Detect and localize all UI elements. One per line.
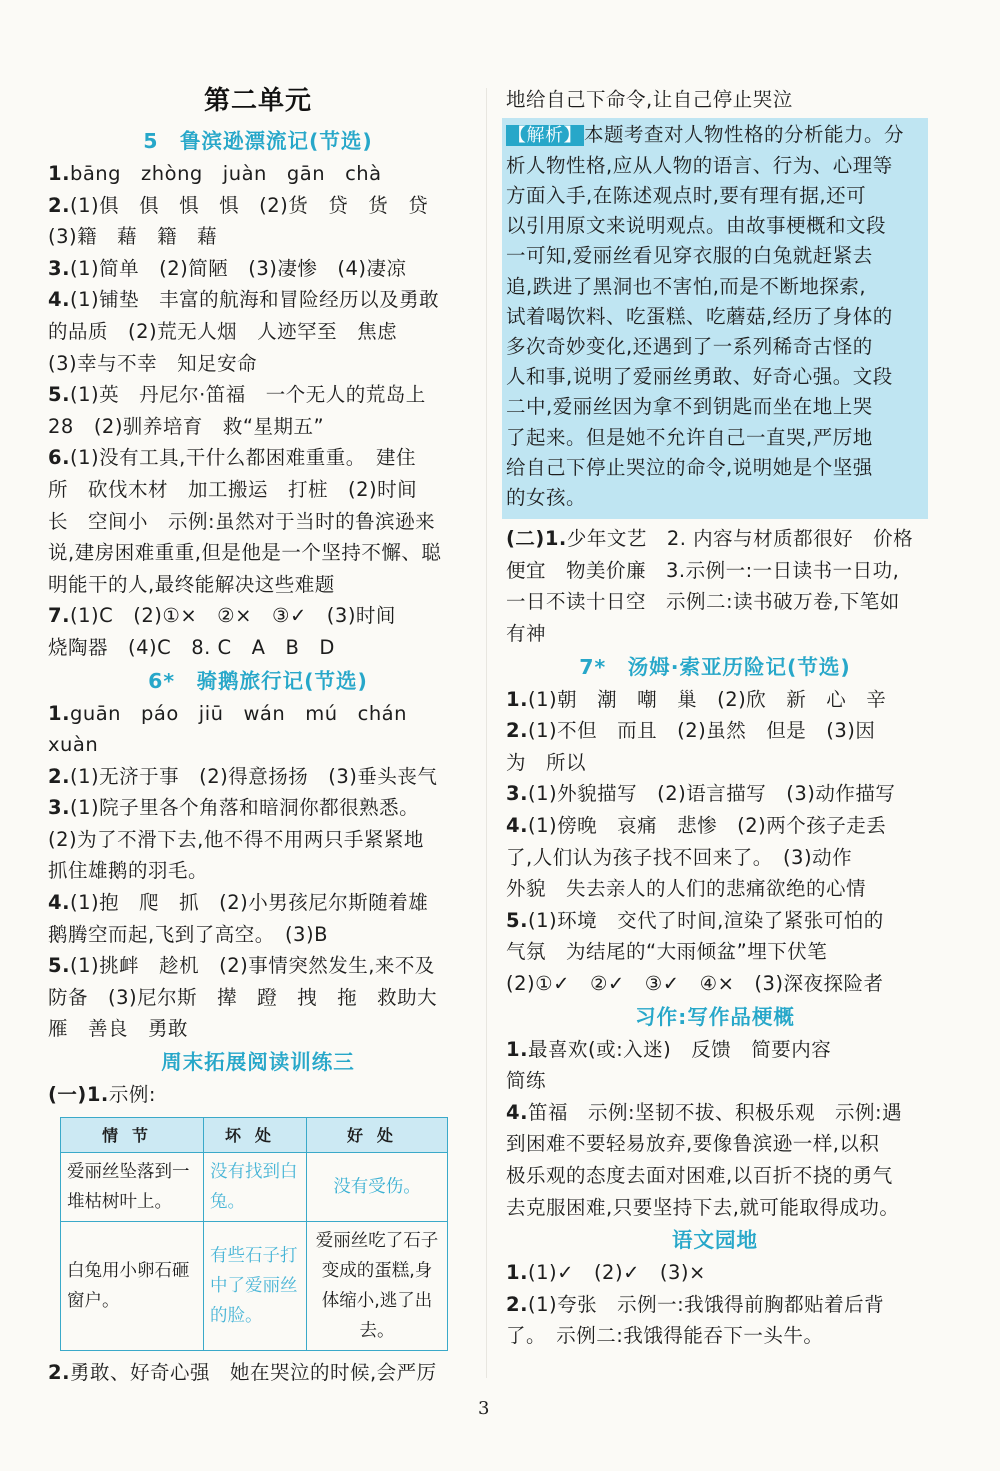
analysis-line: 析人物性格,应从人物的语言、行为、心理等 bbox=[506, 153, 893, 177]
section-6-title: 6* 骑鹅旅行记(节选) bbox=[148, 668, 368, 693]
chinese-garden-answers bbox=[506, 1257, 924, 1352]
answer-text: 鹅腾空而起,飞到了高空。 (3)B bbox=[48, 922, 328, 946]
answer-line bbox=[506, 586, 924, 618]
answer-line bbox=[506, 1097, 924, 1129]
q2-number: 2. bbox=[48, 1360, 70, 1384]
answer-line bbox=[48, 253, 468, 285]
answer-text: 防备 (3)尼尔斯 撵 蹬 拽 拖 救助大 bbox=[48, 985, 438, 1009]
analysis-line bbox=[506, 120, 924, 151]
answer-line bbox=[48, 411, 468, 443]
analysis-line: 方面入手,在陈述观点时,要有理有据,还可 bbox=[506, 184, 867, 207]
answer-text: (1)环境 交代了时间,渲染了紧张可怕的 bbox=[527, 908, 884, 932]
answer-text: (1)英 丹尼尔·笛福 一个无人的荒岛上 bbox=[69, 383, 426, 407]
answer-text: 去克服困难,只要坚持下去,就可能取得成功。 bbox=[506, 1195, 900, 1219]
answer-text: (1)傍晚 哀痛 悲惨 (2)两个孩子走丢 bbox=[527, 813, 887, 837]
answer-text: 简练 bbox=[506, 1069, 547, 1093]
analysis-line: 多次奇妙变化,还遇到了一系列稀奇古怪的 bbox=[506, 335, 873, 359]
answer-text: 雁 善良 勇敢 bbox=[48, 1017, 189, 1041]
table-cell-plot: 爱丽丝坠落到一堆枯树叶上。 bbox=[61, 1152, 204, 1221]
answer-line bbox=[48, 190, 468, 222]
table-header: 情节 bbox=[61, 1117, 204, 1152]
answer-text: (1)✓ (2)✓ (3)× bbox=[527, 1261, 706, 1285]
answer-line bbox=[506, 1160, 924, 1192]
writing-answers bbox=[506, 1034, 924, 1224]
analysis-line: 以引用原文来说明观点。由故事梗概和文段 bbox=[506, 214, 887, 238]
answer-line bbox=[48, 887, 468, 919]
answer-number: 2. bbox=[48, 764, 70, 788]
answer-line bbox=[506, 1289, 924, 1321]
answer-text: 极乐观的态度去面对困难,以百折不挠的勇气 bbox=[506, 1163, 893, 1187]
answer-number: 1. bbox=[48, 701, 70, 725]
section-7-answers bbox=[506, 684, 924, 1000]
answer-line bbox=[506, 1192, 924, 1224]
answer-line bbox=[506, 1257, 924, 1289]
answer-number: 5. bbox=[48, 383, 70, 407]
answer-line bbox=[48, 537, 468, 569]
answer-text: 了,人们认为孩子找不回来了。 (3)动作 bbox=[506, 845, 853, 869]
answer-number: 1. bbox=[48, 162, 70, 185]
unit-title: 第二单元 bbox=[203, 86, 312, 116]
part-1-text: 示例: bbox=[108, 1083, 156, 1107]
chinese-garden-title: 语文园地 bbox=[672, 1228, 758, 1253]
section-5-answers bbox=[48, 158, 468, 664]
answer-line bbox=[48, 824, 468, 856]
answer-line bbox=[506, 684, 924, 716]
table-cell-good: 没有受伤。 bbox=[307, 1152, 448, 1221]
analysis-line: 的女孩。 bbox=[506, 486, 587, 510]
answer-line bbox=[506, 1065, 924, 1097]
analysis-line: 了起来。但是她不允许自己一直哭,严厉地 bbox=[506, 425, 873, 449]
answer-text: (1)夸张 示例一:我饿得前胸都贴着后背 bbox=[527, 1292, 885, 1316]
answer-number: 2. bbox=[48, 193, 70, 217]
page-number: 3 bbox=[478, 1398, 490, 1419]
answer-text: 外貌 失去亲人的人们的悲痛欲绝的心情 bbox=[506, 877, 867, 901]
answer-line bbox=[506, 1034, 924, 1066]
answer-line bbox=[506, 1128, 924, 1160]
answer-text: 所 砍伐木材 加工搬运 打桩 (2)时间 bbox=[48, 477, 418, 501]
answer-number: 7. bbox=[48, 604, 70, 628]
answer-text: guān páo jiū wán mú chán bbox=[69, 701, 407, 725]
answer-line bbox=[506, 747, 924, 779]
answer-text: (1)朝 潮 嘲 巢 (2)欣 新 心 辛 bbox=[527, 687, 887, 711]
answer-line bbox=[506, 968, 924, 1000]
answer-text: (3)籍 藉 籍 藉 bbox=[48, 225, 218, 249]
answer-line bbox=[48, 221, 468, 253]
answer-line bbox=[48, 442, 468, 474]
answer-text: (1)铺垫 丰富的航海和冒险经历以及勇敢 bbox=[69, 288, 440, 312]
answer-number: 1. bbox=[506, 1037, 528, 1061]
part-1-line bbox=[48, 1079, 468, 1111]
answer-number: 5. bbox=[506, 908, 528, 932]
answer-text: 的品质 (2)荒无人烟 人迹罕至 焦虑 bbox=[48, 319, 398, 343]
answer-number: (二)1. bbox=[506, 527, 567, 551]
analysis-line: 人和事,说明了爱丽丝勇敢、好奇心强。文段 bbox=[506, 365, 893, 389]
answer-line bbox=[506, 523, 924, 555]
table-row bbox=[61, 1221, 448, 1350]
part-1-label: (一)1. bbox=[48, 1083, 109, 1107]
answer-line bbox=[48, 284, 468, 316]
answer-line bbox=[48, 379, 468, 411]
answer-line bbox=[48, 632, 468, 664]
answer-text: (1)抱 爬 抓 (2)小男孩尼尔斯随着雄 bbox=[69, 891, 429, 915]
answer-text: 烧陶器 (4)C 8. C A B D bbox=[48, 635, 335, 659]
answer-text: 为 所以 bbox=[506, 750, 587, 774]
section-7-title: 7* 汤姆·索亚历险记(节选) bbox=[579, 654, 851, 679]
answer-line bbox=[48, 1013, 468, 1045]
answer-text: 长 空间小 示例:虽然对于当时的鲁滨逊来 bbox=[48, 509, 436, 533]
answer-text: 明能干的人,最终能解决这些难题 bbox=[48, 572, 335, 596]
answer-number: 4. bbox=[506, 813, 528, 837]
answer-text: bāng zhòng juàn gān chà bbox=[69, 162, 382, 185]
continued-line: 地给自己下命令,让自己停止哭泣 bbox=[506, 88, 793, 111]
answer-line bbox=[506, 905, 924, 937]
answer-text: (2)①✓ ②✓ ③✓ ④× (3)深夜探险者 bbox=[506, 971, 884, 995]
answer-text: 少年文艺 2. 内容与材质都很好 价格 bbox=[566, 527, 914, 551]
answer-number: 3. bbox=[48, 256, 70, 280]
answer-line bbox=[506, 618, 924, 650]
table-header: 坏处 bbox=[204, 1117, 307, 1152]
answer-text: 到困难不要轻易放弃,要像鲁滨逊一样,以积 bbox=[506, 1132, 880, 1156]
answer-number: 4. bbox=[48, 891, 70, 915]
answer-text: 笛福 示例:坚韧不拔、积极乐观 示例:遇 bbox=[527, 1100, 903, 1124]
answer-line bbox=[506, 873, 924, 905]
answer-text: (3)幸与不幸 知足安命 bbox=[48, 351, 258, 375]
analysis-box bbox=[502, 118, 928, 520]
answer-text: 有神 bbox=[506, 622, 547, 646]
answer-line bbox=[48, 474, 468, 506]
answer-text: xuàn bbox=[48, 733, 99, 757]
table-cell-bad: 有些石子打中了爱丽丝的脸。 bbox=[204, 1221, 307, 1350]
answer-text: 便宜 物美价廉 3.示例一:一日读书一日功, bbox=[506, 558, 900, 582]
answer-line bbox=[506, 778, 924, 810]
analysis-line: 给自己下停止哭泣的命令,说明她是个坚强 bbox=[506, 455, 873, 479]
table-cell-good: 爱丽丝吃了石子变成的蛋糕,身体缩小,逃了出去。 bbox=[307, 1221, 448, 1350]
left-column bbox=[48, 78, 468, 1388]
analysis-rest bbox=[506, 151, 924, 513]
answer-text: 28 (2)驯养培育 救“星期五” bbox=[48, 414, 325, 438]
answer-number: 2. bbox=[506, 1292, 528, 1316]
table-header: 好处 bbox=[307, 1117, 448, 1152]
part-1-q2-line bbox=[48, 1357, 468, 1389]
answer-line bbox=[48, 506, 468, 538]
table-row bbox=[61, 1152, 448, 1221]
answer-number: 6. bbox=[48, 446, 70, 470]
answer-line bbox=[48, 982, 468, 1014]
q2-text: 勇敢、好奇心强 她在哭泣的时候,会严厉 bbox=[69, 1360, 437, 1384]
answer-line bbox=[48, 569, 468, 601]
table-cell-plot: 白兔用小卵石砸窗户。 bbox=[61, 1221, 204, 1350]
answer-text: (1)挑衅 趁机 (2)事情突然发生,来不及 bbox=[69, 954, 435, 978]
answer-line bbox=[48, 158, 468, 190]
answer-text: (1)外貌描写 (2)语言描写 (3)动作描写 bbox=[527, 782, 896, 806]
answer-text: (1)没有工具,干什么都困难重重。 建住 bbox=[69, 446, 417, 470]
answer-text: 最喜欢(或:入迷) 反馈 简要内容 bbox=[527, 1037, 832, 1061]
answer-line bbox=[48, 919, 468, 951]
answer-text: (1)院子里各个角落和暗洞你都很熟悉。 bbox=[69, 796, 420, 820]
answer-text: (2)为了不滑下去,他不得不用两只手紧紧地 bbox=[48, 827, 424, 851]
answer-line bbox=[48, 792, 468, 824]
answer-line bbox=[48, 600, 468, 632]
section-5-title: 5 鲁滨逊漂流记(节选) bbox=[143, 129, 373, 153]
answer-number: 4. bbox=[48, 288, 70, 312]
analysis-tag: 【解析】 bbox=[508, 124, 582, 146]
answer-number: 5. bbox=[48, 954, 70, 978]
answer-line bbox=[506, 1320, 924, 1352]
answer-line bbox=[48, 855, 468, 887]
answer-number: 1. bbox=[506, 687, 528, 711]
plot-table bbox=[60, 1117, 448, 1351]
answer-text: (1)简单 (2)简陋 (3)凄惨 (4)凄凉 bbox=[69, 256, 407, 280]
answer-text: (1)C (2)①× ②× ③✓ (3)时间 bbox=[69, 604, 396, 628]
answer-line bbox=[506, 842, 924, 874]
column-divider bbox=[486, 88, 487, 1378]
weekend-reading-title: 周末拓展阅读训练三 bbox=[161, 1050, 355, 1075]
answer-text: (1)不但 而且 (2)虽然 但是 (3)因 bbox=[527, 719, 876, 743]
answer-number: 1. bbox=[506, 1261, 528, 1285]
analysis-line: 二中,爱丽丝因为拿不到钥匙而坐在地上哭 bbox=[506, 395, 873, 419]
analysis-text: 本题考查对人物性格的分析能力。分 bbox=[584, 122, 905, 146]
right-column bbox=[506, 84, 924, 1352]
analysis-line: 试着喝饮料、吃蛋糕、吃蘑菇,经历了身体的 bbox=[506, 304, 893, 328]
part-2-answers bbox=[506, 523, 924, 649]
section-6-answers bbox=[48, 698, 468, 1046]
answer-line bbox=[48, 729, 468, 761]
writing-title: 习作:写作品梗概 bbox=[635, 1004, 795, 1029]
answer-text: (1)无济于事 (2)得意扬扬 (3)垂头丧气 bbox=[69, 764, 438, 788]
analysis-line: 追,跌进了黑洞也不害怕,而是不断地探索, bbox=[506, 274, 867, 298]
answer-line bbox=[506, 810, 924, 842]
answer-line bbox=[506, 936, 924, 968]
answer-text: 气氛 为结尾的“大雨倾盆”埋下伏笔 bbox=[506, 940, 828, 964]
answer-line bbox=[48, 316, 468, 348]
answer-number: 2. bbox=[506, 719, 528, 743]
answer-text: (1)俱 俱 惧 惧 (2)货 贷 货 贷 bbox=[69, 193, 429, 217]
table-cell-bad: 没有找到白兔。 bbox=[204, 1152, 307, 1221]
answer-text: 抓住雄鹅的羽毛。 bbox=[48, 859, 209, 883]
answer-text: 一日不读十日空 示例二:读书破万卷,下笔如 bbox=[506, 590, 900, 614]
answer-line bbox=[48, 698, 468, 730]
answer-number: 3. bbox=[506, 782, 528, 806]
answer-line bbox=[48, 950, 468, 982]
answer-number: 4. bbox=[506, 1100, 528, 1124]
answer-text: 说,建房困难重重,但是他是一个坚持不懈、聪 bbox=[48, 541, 442, 565]
answer-line bbox=[48, 348, 468, 380]
answer-line bbox=[48, 761, 468, 793]
answer-text: 了。 示例二:我饿得能吞下一头牛。 bbox=[506, 1324, 824, 1348]
answer-number: 3. bbox=[48, 796, 70, 820]
answer-line bbox=[506, 555, 924, 587]
analysis-line: 一可知,爱丽丝看见穿衣服的白兔就赶紧去 bbox=[506, 244, 873, 268]
answer-line bbox=[506, 715, 924, 747]
